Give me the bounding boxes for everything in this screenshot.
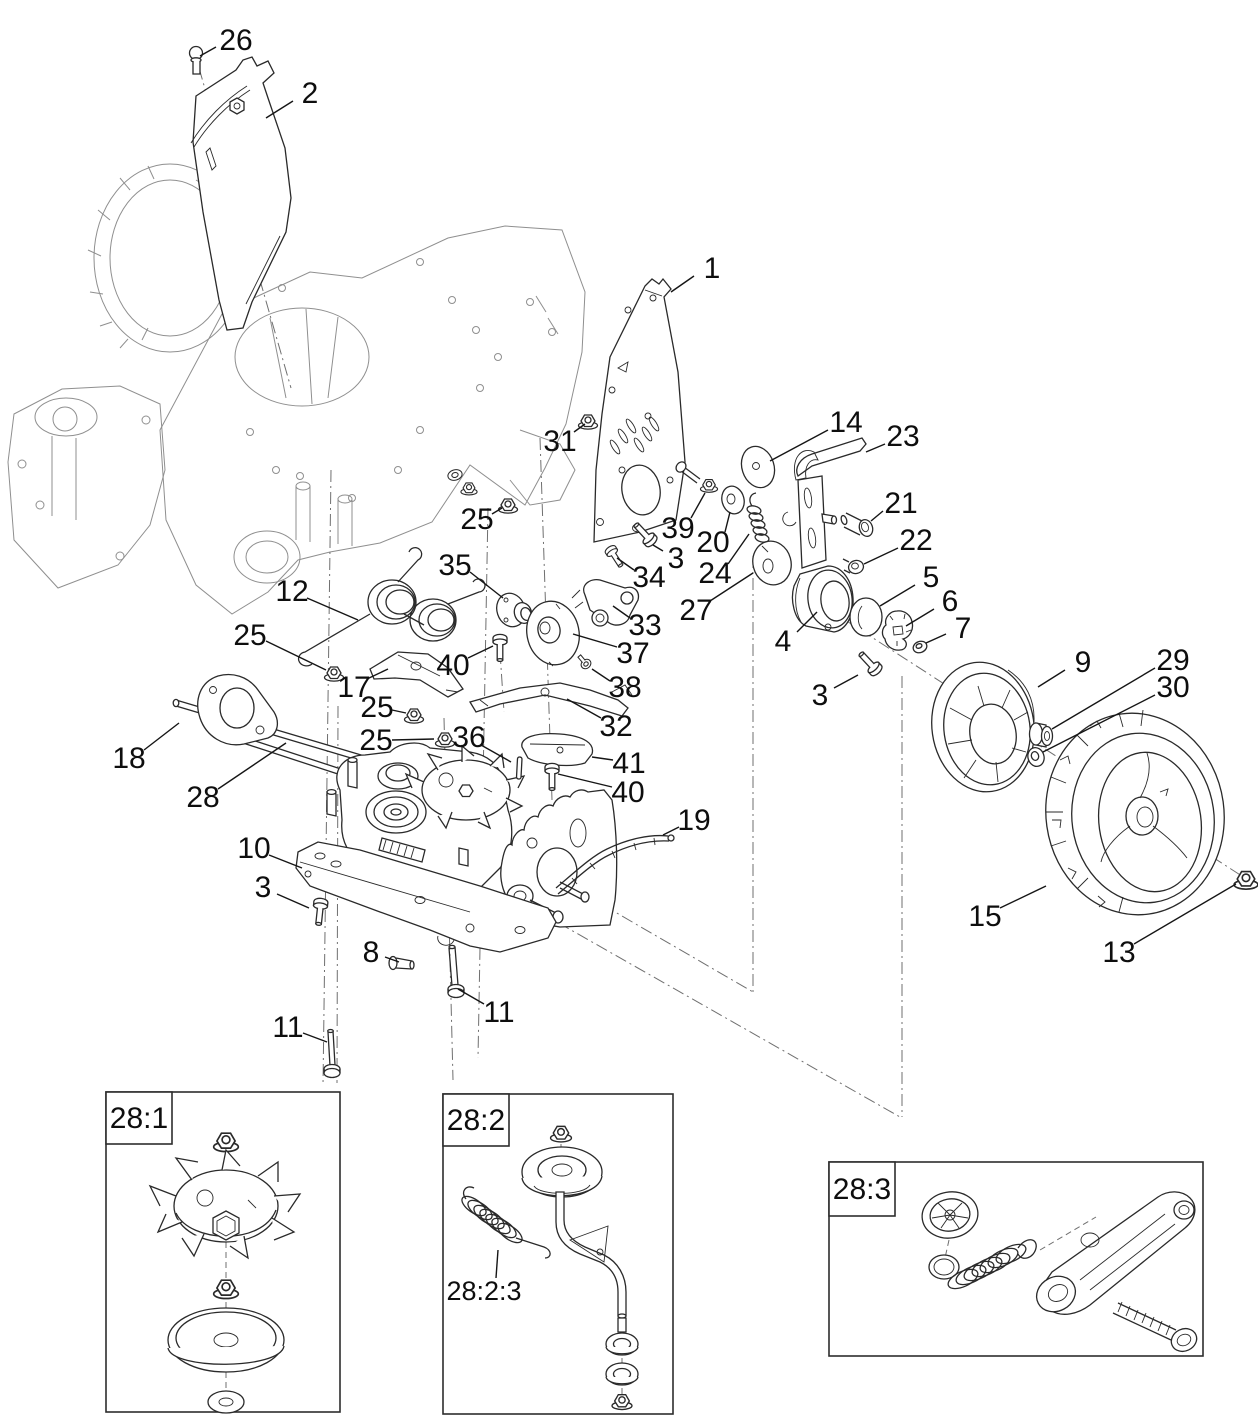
callout-label-2: 2 [301, 77, 319, 110]
idler-pulley-28-2 [522, 1147, 602, 1197]
callout-label-29: 29 [1156, 644, 1190, 677]
callout-label-4: 4 [774, 625, 792, 658]
callout-label-25: 25 [460, 503, 494, 536]
callout-leader-25 [392, 739, 434, 740]
callout-leader-41 [592, 757, 613, 760]
callout-label-38: 38 [608, 671, 642, 704]
nut-25a [499, 499, 518, 513]
callout-label-18: 18 [112, 742, 146, 775]
callout-label-11: 11 [483, 996, 515, 1029]
callout-leader-21 [871, 511, 883, 521]
bolt-26 [190, 47, 203, 75]
callout-label-17: 17 [337, 671, 371, 704]
callout-label-32: 32 [599, 710, 633, 743]
cover-41 [522, 734, 593, 766]
callout-label-25: 25 [233, 619, 267, 652]
bolt-8 [389, 957, 414, 970]
bolt-11a [448, 945, 464, 997]
nut-25c [405, 709, 424, 723]
bolt-21 [840, 513, 875, 538]
plate-part1 [594, 279, 685, 542]
j-bracket-23 [783, 438, 866, 568]
callout-label-3: 3 [811, 679, 829, 712]
callout-leader-15 [1000, 886, 1046, 908]
callout-leader-3 [277, 894, 309, 908]
callout-leader-3 [653, 545, 663, 551]
callout-label-20: 20 [696, 526, 730, 559]
height-bracket-part2 [191, 57, 291, 330]
callout-label-24: 24 [698, 557, 732, 590]
callout-label-34: 34 [632, 561, 666, 594]
washer-small [447, 468, 464, 482]
deck-housing [8, 226, 585, 614]
callout-label-39: 39 [661, 512, 695, 545]
bolt-3c [855, 648, 884, 677]
callout-label-1: 1 [703, 252, 721, 285]
inset-label-28:1: 28:1 [109, 1102, 169, 1135]
callout-label-13: 13 [1102, 936, 1136, 969]
spacer-5 [850, 598, 882, 636]
inset-label-28:3: 28:3 [832, 1173, 892, 1206]
washer-7 [911, 639, 928, 654]
callout-label-27: 27 [679, 594, 713, 627]
pinion-6 [882, 611, 912, 650]
callout-label-15: 15 [968, 900, 1002, 933]
inset-frames [106, 1092, 1203, 1414]
callout-label-23: 23 [886, 420, 920, 453]
callout-leader-40 [558, 774, 612, 787]
callout-label-10: 10 [237, 832, 271, 865]
callout-label-28: 28 [186, 781, 220, 814]
callout-label-3: 3 [667, 542, 685, 575]
pin-36 [516, 757, 522, 779]
callout-label-33: 33 [628, 609, 662, 642]
callout-label-19: 19 [677, 804, 711, 837]
callout-label-37: 37 [616, 637, 650, 670]
callout-label-26: 26 [219, 24, 253, 57]
deck-left-base [8, 386, 165, 588]
callout-label-40: 40 [436, 649, 470, 682]
wheel-15 [1033, 702, 1237, 927]
nut-13 [1234, 872, 1258, 890]
callout-label-22: 22 [899, 524, 933, 557]
screw-38 [575, 653, 592, 671]
callout-leader-38 [592, 669, 610, 681]
deck-center-opening [235, 308, 369, 406]
callout-label-11: 11 [272, 1011, 304, 1044]
callout-label-36: 36 [452, 721, 486, 754]
callout-label-6: 6 [941, 585, 959, 618]
washer-14 [736, 442, 779, 492]
callout-label-25: 25 [360, 691, 394, 724]
callout-leader-12 [307, 598, 358, 620]
callout-leader-9 [1038, 670, 1065, 687]
callout-leader-25 [392, 710, 406, 713]
callout-label-8: 8 [362, 936, 380, 969]
callout-label-14: 14 [829, 406, 863, 439]
callout-label-7: 7 [954, 612, 972, 645]
callout-label-31: 31 [543, 425, 577, 458]
callout-leader-1 [671, 276, 694, 292]
clutch-drum-4 [793, 566, 856, 632]
callout-label-21: 21 [884, 487, 918, 520]
bolt-34 [604, 544, 626, 570]
callout-label-12: 12 [275, 575, 309, 608]
callout-label-9: 9 [1074, 646, 1092, 679]
washer-20 [719, 484, 747, 517]
subcallout-label-28:2:3: 28:2:3 [446, 1276, 522, 1306]
callout-label-3: 3 [254, 871, 272, 904]
callout-leader-5 [880, 585, 915, 606]
callout-label-35: 35 [438, 549, 472, 582]
disc-27 [748, 537, 796, 589]
callout-label-41: 41 [612, 747, 646, 780]
inset-label-28:2: 28:2 [446, 1104, 506, 1137]
washer-28-1 [208, 1391, 244, 1413]
pulley-28-1 [168, 1308, 284, 1372]
callout-label-5: 5 [922, 561, 940, 594]
callout-label-40: 40 [611, 776, 645, 809]
bolt-40b [545, 763, 559, 790]
callout-leader-7 [926, 634, 946, 643]
callout-label-25: 25 [359, 724, 393, 757]
wheel-cover-9 [923, 656, 1042, 799]
callout-leader-22 [864, 548, 898, 564]
callout-leader-3 [834, 675, 858, 688]
nut-small [461, 483, 477, 495]
callout-leader-40 [468, 646, 493, 658]
screw-22 [843, 559, 865, 575]
callout-leader-28 [218, 743, 286, 789]
axle-bracket-18 [198, 675, 278, 745]
bushing-29 [1030, 723, 1053, 747]
callout-leader-23 [866, 444, 885, 452]
callout-leader-18 [144, 723, 179, 750]
callout-label-30: 30 [1156, 671, 1190, 704]
bolt-40a [493, 634, 507, 661]
